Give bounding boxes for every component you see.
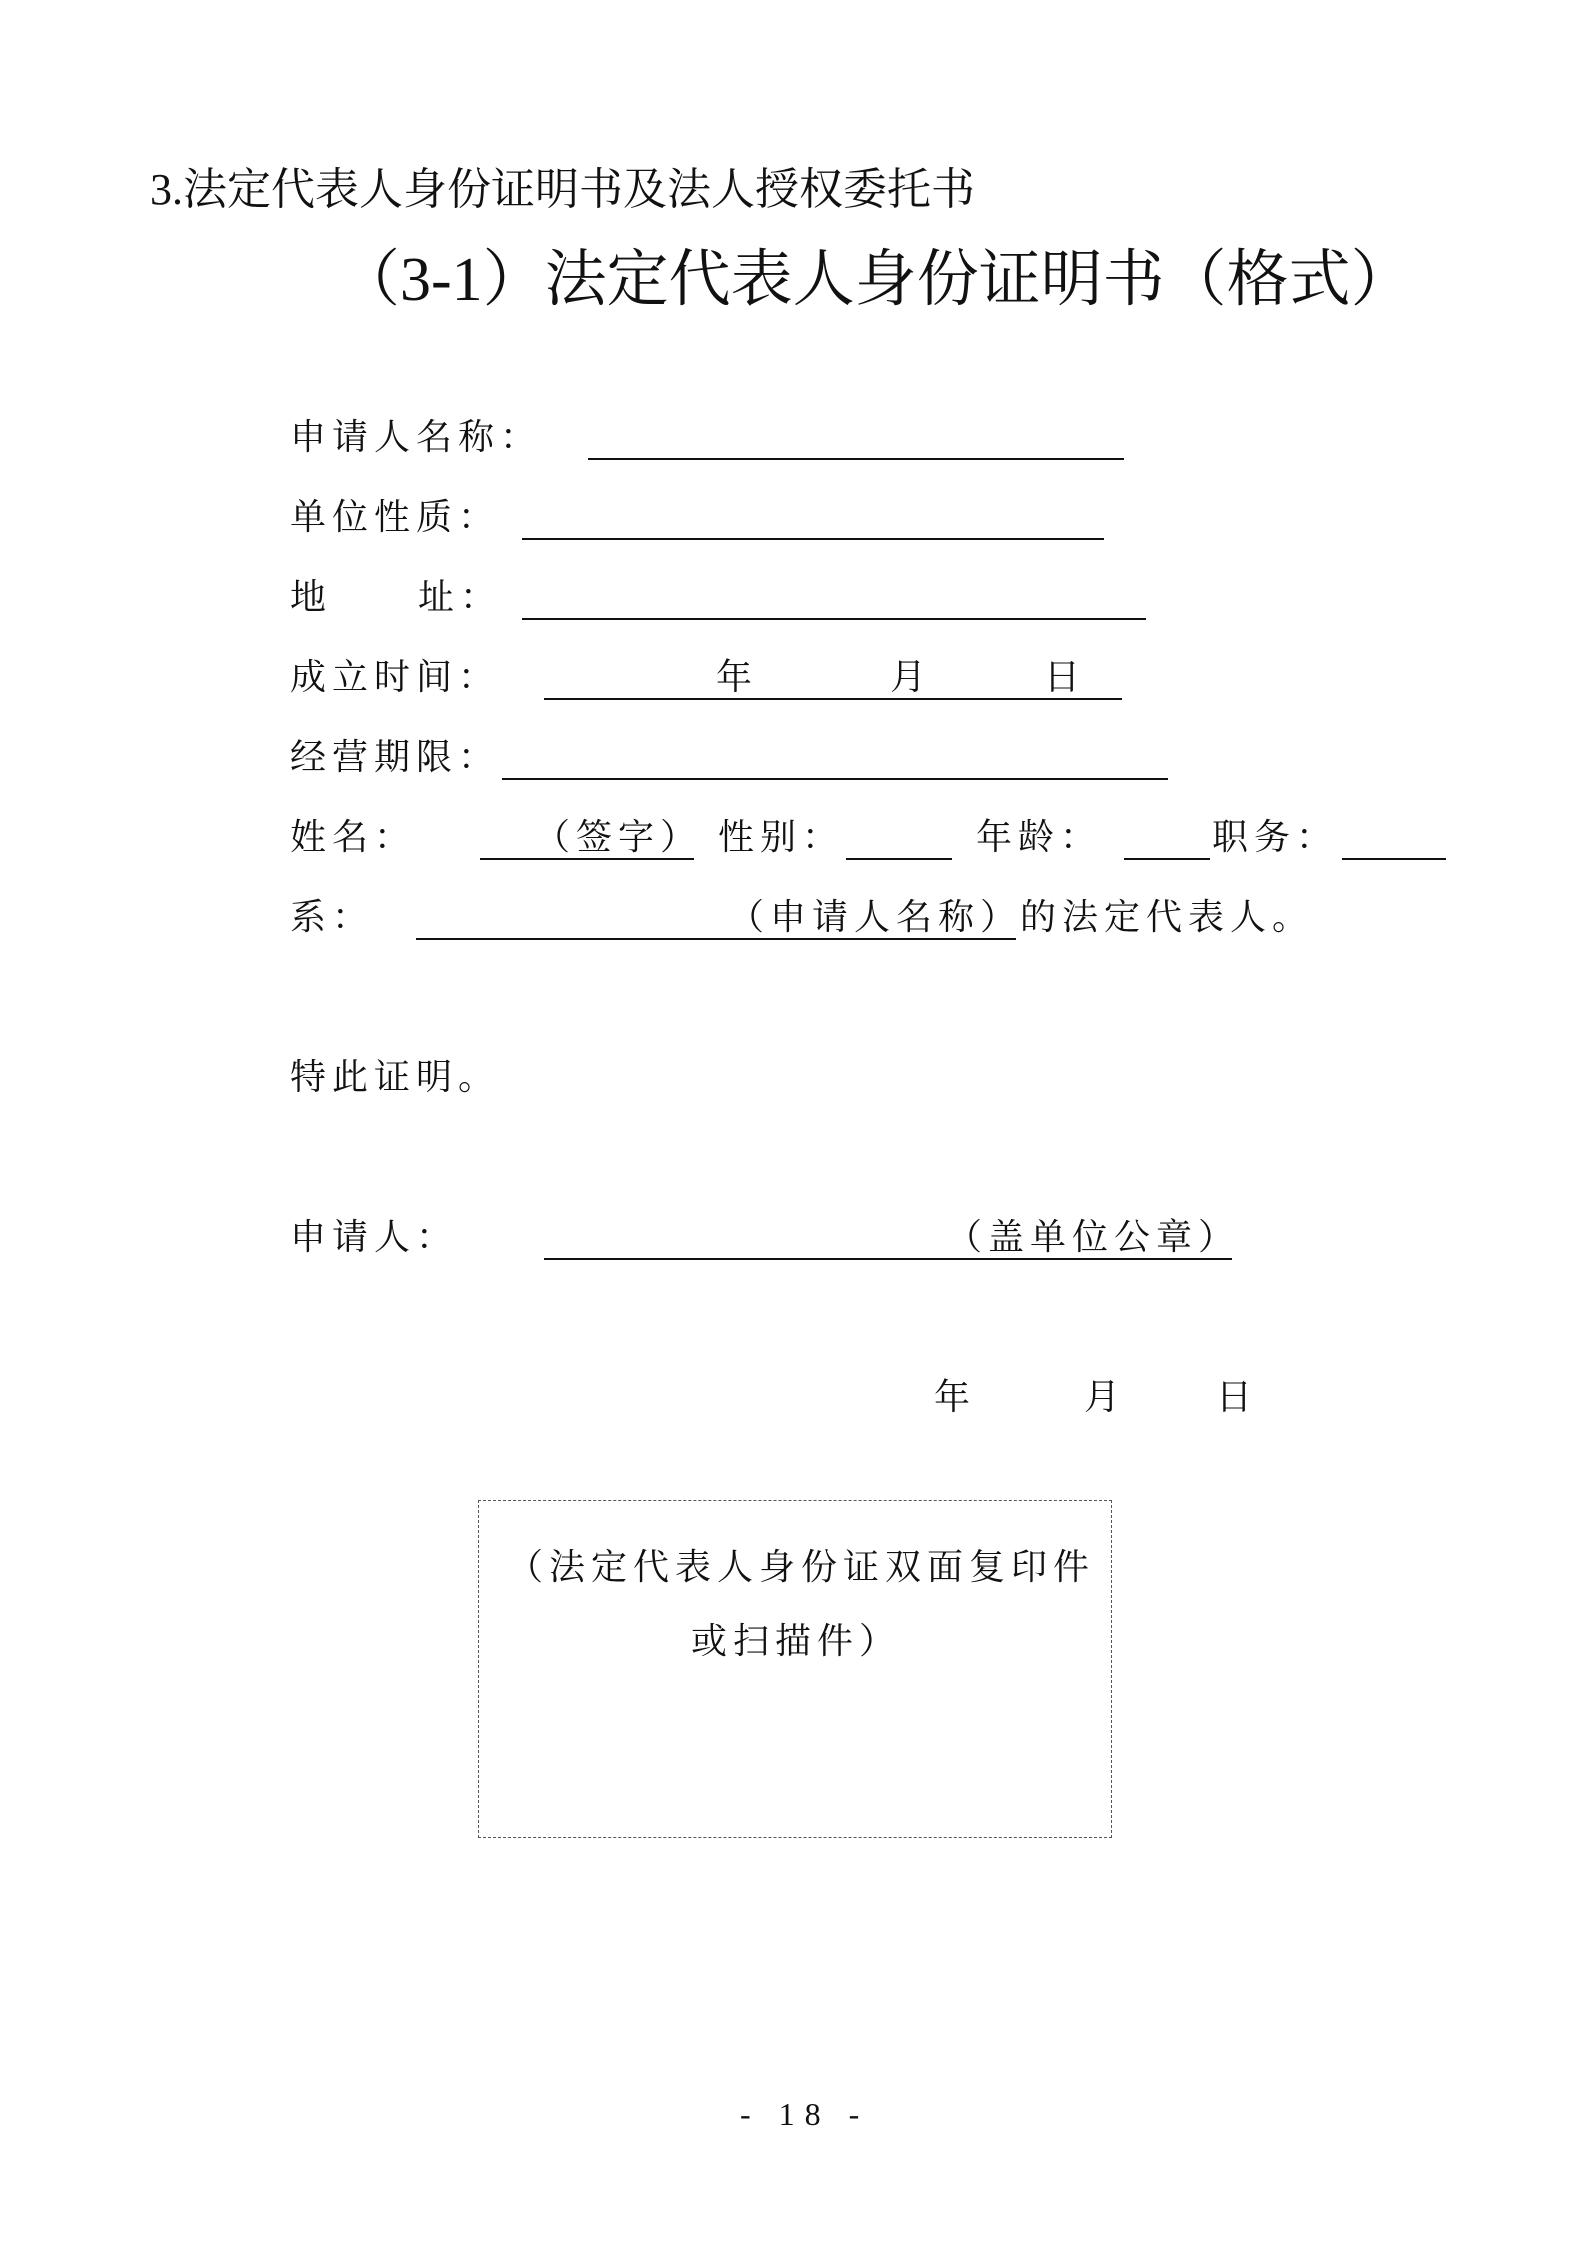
certify-text: 特此证明。 [290, 1057, 501, 1098]
page-number: - 18 - [740, 2096, 870, 2132]
applicant-name-hint: （申请人名称） [728, 897, 1023, 938]
relation-label: 系： [290, 897, 375, 938]
sign-date-month: 月 [1084, 1377, 1127, 1418]
age-label: 年龄： [976, 817, 1103, 858]
name-label: 姓名： [290, 817, 417, 858]
applicant-name-blank[interactable] [588, 458, 1124, 460]
address-label-2: 址： [418, 577, 503, 618]
business-term-blank[interactable] [502, 778, 1168, 780]
unit-nature-blank[interactable] [522, 538, 1104, 540]
id-copy-box [478, 1500, 1112, 1838]
name-blank[interactable] [480, 858, 694, 860]
address-blank[interactable] [522, 618, 1146, 620]
sign-date-day: 日 [1216, 1377, 1259, 1418]
established-year: 年 [716, 657, 759, 698]
gender-blank[interactable] [846, 858, 952, 860]
position-label: 职务： [1212, 817, 1339, 858]
relation-suffix: 的法定代表人。 [1020, 897, 1315, 938]
established-date-blank[interactable] [544, 698, 1122, 700]
section-number: 3. [150, 165, 183, 214]
established-month: 月 [890, 657, 933, 698]
gender-label: 性别： [718, 817, 845, 858]
unit-nature-label: 单位性质： [290, 497, 501, 538]
address-label-1: 地 [290, 577, 333, 618]
position-blank[interactable] [1342, 858, 1446, 860]
established-day: 日 [1044, 657, 1087, 698]
id-copy-line-2: 或扫描件） [691, 1621, 902, 1662]
seal-hint: （盖单位公章） [946, 1217, 1241, 1258]
id-copy-line-1: （法定代表人身份证双面复印件 [507, 1547, 1096, 1588]
business-term-label: 经营期限： [290, 737, 501, 778]
document-title [338, 242, 1413, 315]
applicant-name-label: 申请人名称： [290, 417, 543, 458]
section-heading-text: 法定代表人身份证明书及法人授权委托书 [183, 164, 975, 215]
age-blank[interactable] [1124, 858, 1210, 860]
document-title-number: （3-1） [338, 246, 545, 314]
sign-date-year: 年 [934, 1377, 977, 1418]
relation-blank[interactable] [416, 938, 1016, 940]
signature-hint: （签字） [534, 817, 703, 858]
applicant-blank[interactable] [544, 1258, 1232, 1260]
section-heading [150, 164, 975, 215]
established-label: 成立时间： [290, 657, 501, 698]
applicant-label: 申请人： [290, 1217, 459, 1258]
document-title-text: 法定代表人身份证明书（格式） [544, 242, 1413, 315]
